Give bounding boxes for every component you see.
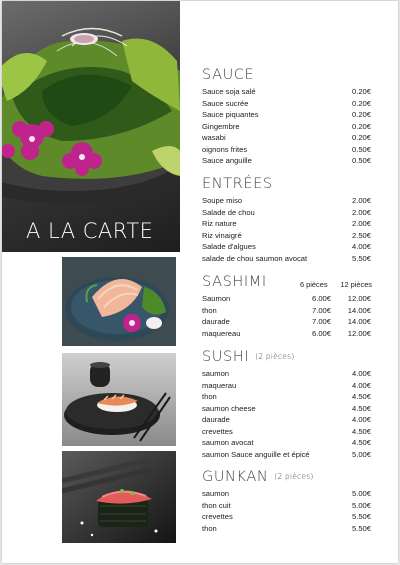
item-name: Gingembre bbox=[202, 121, 240, 131]
item-name: crevettes bbox=[202, 426, 233, 436]
item-name: daurade bbox=[202, 317, 230, 326]
item-name: Sauce soja salé bbox=[202, 87, 256, 96]
item-name: daurade bbox=[202, 415, 230, 424]
item-price: 2.00€ bbox=[351, 207, 371, 217]
item-name: thon cuit bbox=[202, 500, 231, 510]
item-price: 4.50€ bbox=[351, 426, 371, 436]
item-price-6: 7.00€ bbox=[311, 305, 331, 315]
list-item bbox=[202, 87, 371, 99]
item-name: crevettes bbox=[202, 512, 233, 521]
list-item bbox=[202, 404, 371, 416]
item-price: 2.00€ bbox=[351, 196, 371, 205]
item-name: saumon avocat bbox=[202, 438, 254, 447]
list-item bbox=[202, 392, 371, 404]
entrees-heading: ENTRÉES bbox=[202, 176, 273, 192]
menu-page bbox=[2, 1, 398, 563]
list-item bbox=[202, 306, 371, 318]
list-item bbox=[202, 231, 371, 243]
item-price: 4.50€ bbox=[351, 403, 371, 413]
hero-salad-image bbox=[2, 1, 180, 252]
list-item bbox=[202, 110, 371, 122]
sushi-list bbox=[202, 369, 371, 461]
item-name: saumon cheese bbox=[202, 403, 256, 413]
item-name: wasabi bbox=[202, 133, 226, 142]
list-item bbox=[202, 427, 371, 439]
item-price: 4.50€ bbox=[351, 392, 371, 401]
section-subtitle: (2 pièces) bbox=[274, 472, 314, 481]
item-price-12: 14.00€ bbox=[347, 305, 371, 315]
item-price: 4.00€ bbox=[351, 380, 371, 390]
item-price-12: 12.00€ bbox=[347, 294, 371, 303]
item-price-6: 7.00€ bbox=[311, 317, 331, 326]
section-subtitle: (2 pièces) bbox=[255, 352, 295, 361]
list-item bbox=[202, 196, 371, 208]
list-item bbox=[202, 524, 371, 536]
list-item bbox=[202, 512, 371, 524]
list-item bbox=[202, 438, 371, 450]
list-item bbox=[202, 329, 371, 341]
list-item bbox=[202, 501, 371, 513]
item-price: 0.20€ bbox=[351, 98, 371, 108]
item-price: 4.00€ bbox=[351, 242, 371, 251]
item-name: Sauce anguille bbox=[202, 156, 252, 165]
sashimi-list bbox=[202, 294, 371, 340]
item-name: Soupe miso bbox=[202, 196, 243, 205]
sauce-list bbox=[202, 87, 371, 168]
item-price: 4.00€ bbox=[351, 369, 371, 378]
item-name: salade de chou saumon avocat bbox=[202, 253, 308, 263]
item-price: 0.20€ bbox=[351, 87, 371, 96]
list-item bbox=[202, 317, 371, 329]
list-item bbox=[202, 156, 371, 168]
item-price-12: 14.00€ bbox=[347, 317, 371, 326]
item-name: saumon Sauce anguille et épicé bbox=[202, 449, 310, 459]
item-price: 2.00€ bbox=[351, 219, 371, 228]
item-price: 5.50€ bbox=[351, 512, 371, 521]
list-item bbox=[202, 219, 371, 231]
list-item bbox=[202, 294, 371, 306]
item-name: thon bbox=[202, 523, 217, 533]
sashimi-heading: SASHIMI bbox=[202, 274, 267, 290]
item-price: 2.50€ bbox=[351, 230, 371, 240]
list-item bbox=[202, 133, 371, 145]
item-price-12: 12.00€ bbox=[347, 328, 371, 338]
item-price: 5.50€ bbox=[351, 253, 371, 263]
column-12-pieces: 12 pièces bbox=[340, 280, 372, 289]
item-price: 5.50€ bbox=[351, 523, 371, 533]
sushi-photo bbox=[62, 353, 176, 446]
item-name: Sauce piquantes bbox=[202, 110, 259, 119]
item-price: 4.00€ bbox=[351, 415, 371, 424]
section-title: SUSHI bbox=[202, 349, 250, 365]
entrees-list bbox=[202, 196, 371, 265]
list-item bbox=[202, 415, 371, 427]
list-item bbox=[202, 122, 371, 134]
section-title: GUNKAN bbox=[202, 469, 269, 485]
list-item bbox=[202, 99, 371, 111]
list-item bbox=[202, 145, 371, 157]
gunkan-heading bbox=[202, 469, 313, 485]
gunkan-photo bbox=[62, 451, 176, 543]
sashimi-photo bbox=[62, 257, 176, 346]
sauce-heading: SAUCE bbox=[202, 67, 255, 83]
item-price: 0.50€ bbox=[351, 144, 371, 154]
item-name: saumon bbox=[202, 369, 230, 378]
item-price-6: 6.00€ bbox=[311, 328, 331, 338]
sushi-heading bbox=[202, 349, 294, 365]
list-item bbox=[202, 450, 371, 462]
column-6-pieces: 6 pièces bbox=[300, 280, 328, 289]
item-price: 0.20€ bbox=[351, 121, 371, 131]
list-item bbox=[202, 369, 371, 381]
item-price-6: 6.00€ bbox=[311, 294, 331, 303]
list-item bbox=[202, 254, 371, 266]
list-item bbox=[202, 242, 371, 254]
list-item bbox=[202, 489, 371, 501]
list-item bbox=[202, 381, 371, 393]
item-name: Saumon bbox=[202, 294, 231, 303]
item-price: 0.50€ bbox=[351, 156, 371, 165]
gunkan-list bbox=[202, 489, 371, 535]
item-name: thon bbox=[202, 305, 217, 315]
item-name: Salade de chou bbox=[202, 207, 255, 217]
item-name: maquerau bbox=[202, 380, 237, 390]
item-price: 0.20€ bbox=[351, 133, 371, 142]
item-price: 0.20€ bbox=[351, 110, 371, 119]
item-name: maquereau bbox=[202, 328, 241, 338]
list-item bbox=[202, 208, 371, 220]
hero-title: A LA CARTE bbox=[26, 219, 154, 243]
item-name: Riz nature bbox=[202, 219, 237, 228]
item-name: oignons frites bbox=[202, 144, 248, 154]
item-name: saumon bbox=[202, 489, 230, 498]
item-name: thon bbox=[202, 392, 217, 401]
item-name: Salade d'algues bbox=[202, 242, 256, 251]
item-name: Sauce sucrée bbox=[202, 98, 249, 108]
item-price: 5.00€ bbox=[351, 500, 371, 510]
item-price: 4.50€ bbox=[351, 438, 371, 447]
item-price: 5.00€ bbox=[351, 449, 371, 459]
item-price: 5.00€ bbox=[351, 489, 371, 498]
item-name: Riz vinaigré bbox=[202, 230, 242, 240]
